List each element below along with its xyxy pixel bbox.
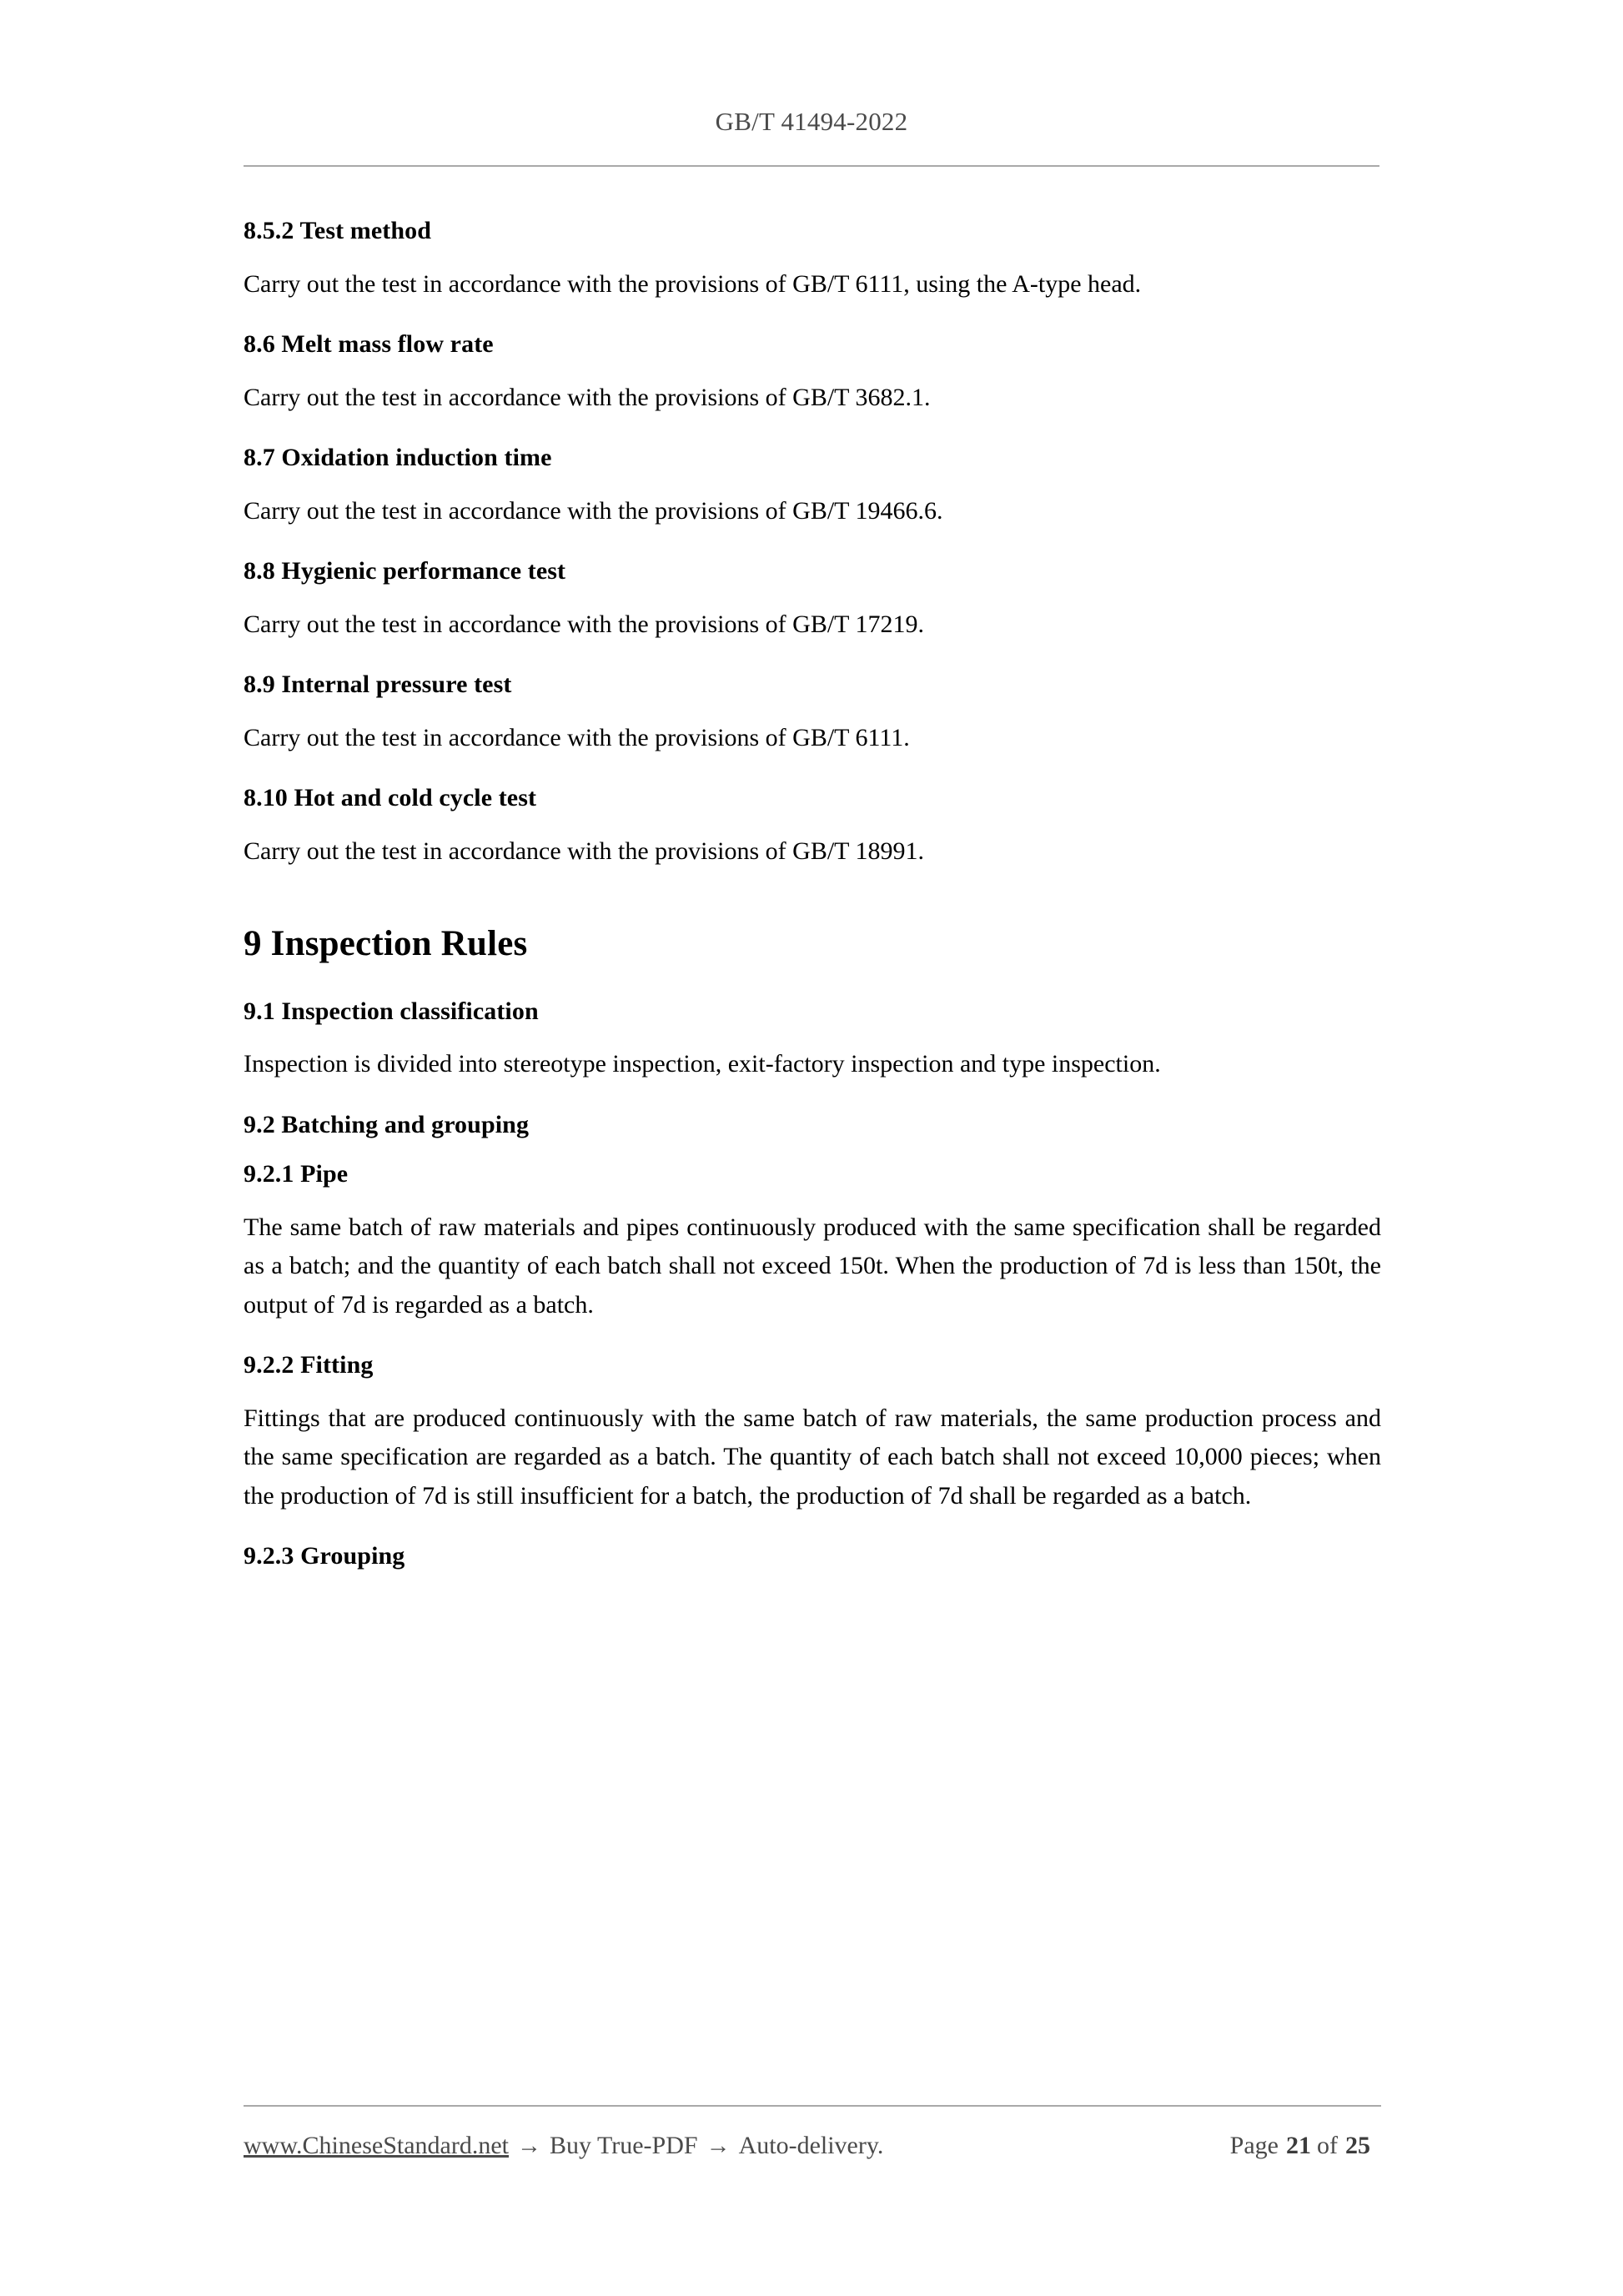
chinesestandard-link[interactable]: www.ChineseStandard.net bbox=[244, 2132, 509, 2159]
para-9-2-1: The same batch of raw materials and pipes continuously produced with the same specification shall be regarded as a batch; and the quantity of each batch shall not exceed 150t. When the production of 7d is less than 150t, the output of 7d is regarded as a batch. bbox=[244, 1213, 1381, 1319]
vertical-spacer bbox=[244, 757, 1381, 782]
page-header bbox=[244, 107, 1379, 173]
document-body bbox=[244, 215, 1381, 1572]
vertical-spacer bbox=[244, 530, 1381, 555]
footer-row bbox=[244, 2132, 1381, 2160]
vertical-spacer bbox=[244, 644, 1381, 669]
vertical-spacer bbox=[244, 360, 1381, 379]
sec-8-8: 8.8 Hygienic performance test bbox=[244, 557, 566, 585]
vertical-spacer bbox=[244, 966, 1381, 996]
sec-8-7: 8.7 Oxidation induction time bbox=[244, 444, 552, 471]
sec-9-2-3: 9.2.3 Grouping bbox=[244, 1542, 405, 1570]
vertical-spacer bbox=[244, 474, 1381, 492]
vertical-spacer bbox=[244, 871, 1381, 922]
para-9-1: Inspection is divided into stereotype inspection, exit-factory inspection and type inspection. bbox=[244, 1050, 1161, 1078]
vertical-spacer bbox=[244, 304, 1381, 329]
page-indicator bbox=[1230, 2132, 1381, 2160]
para-8-9: Carry out the test in accordance with the provisions of GB/T 6111. bbox=[244, 723, 910, 751]
sec-8-9: 8.9 Internal pressure test bbox=[244, 671, 512, 698]
vertical-spacer bbox=[244, 1381, 1381, 1399]
promo-step-auto-delivery: Auto-delivery. bbox=[738, 2132, 884, 2159]
vertical-spacer bbox=[244, 814, 1381, 832]
vertical-spacer bbox=[244, 1190, 1381, 1208]
para-8-7: Carry out the test in accordance with the provisions of GB/T 19466.6. bbox=[244, 496, 943, 525]
para-8-10: Carry out the test in accordance with the provisions of GB/T 18991. bbox=[244, 837, 924, 865]
vertical-spacer bbox=[244, 417, 1381, 442]
of-label: of bbox=[1317, 2132, 1338, 2159]
promo-step-buy-true-pdf: Buy True-PDF bbox=[550, 2132, 698, 2159]
current-page-number: 21 bbox=[1286, 2132, 1311, 2159]
footer-divider bbox=[244, 2105, 1381, 2107]
vertical-spacer bbox=[244, 701, 1381, 719]
footer-promo bbox=[244, 2132, 883, 2160]
sec-8-6: 8.6 Melt mass flow rate bbox=[244, 330, 494, 358]
sec-8-10: 8.10 Hot and cold cycle test bbox=[244, 784, 537, 811]
chapter-9: 9 Inspection Rules bbox=[244, 924, 528, 963]
arrow-right-icon: → bbox=[517, 2133, 541, 2159]
vertical-spacer bbox=[244, 1515, 1381, 1540]
total-page-count: 25 bbox=[1345, 2132, 1370, 2159]
para-8-6: Carry out the test in accordance with the provisions of GB/T 3682.1. bbox=[244, 383, 931, 411]
para-9-2-2: Fittings that are produced continuously with the same batch of raw materials, the same production process and the same specification are regarded as a batch. The quantity of each batch shall not exceed 10,000 pieces; when the production of 7d is still insufficient for a batch, the production of 7d shall be regarded as a batch. bbox=[244, 1404, 1381, 1510]
sec-9-2-2: 9.2.2 Fitting bbox=[244, 1351, 374, 1379]
vertical-spacer bbox=[244, 1324, 1381, 1349]
sec-9-1: 9.1 Inspection classification bbox=[244, 997, 539, 1025]
vertical-spacer bbox=[244, 587, 1381, 605]
para-8-5-2: Carry out the test in accordance with the provisions of GB/T 6111, using the A-type head. bbox=[244, 269, 1142, 298]
standard-number-header: GB/T 41494-2022 bbox=[715, 107, 908, 136]
header-divider bbox=[244, 165, 1379, 167]
page-footer bbox=[244, 2105, 1381, 2160]
vertical-spacer bbox=[244, 1027, 1381, 1045]
para-8-8: Carry out the test in accordance with the provisions of GB/T 17219. bbox=[244, 610, 924, 638]
sec-9-2-1: 9.2.1 Pipe bbox=[244, 1160, 349, 1188]
vertical-spacer bbox=[244, 247, 1381, 265]
sec-9-2: 9.2 Batching and grouping bbox=[244, 1110, 530, 1138]
vertical-spacer bbox=[244, 1140, 1381, 1158]
sec-8-5-2: 8.5.2 Test method bbox=[244, 217, 432, 244]
page-label: Page bbox=[1229, 2132, 1279, 2159]
vertical-spacer bbox=[244, 1084, 1381, 1109]
arrow-right-icon-2: → bbox=[706, 2133, 731, 2159]
